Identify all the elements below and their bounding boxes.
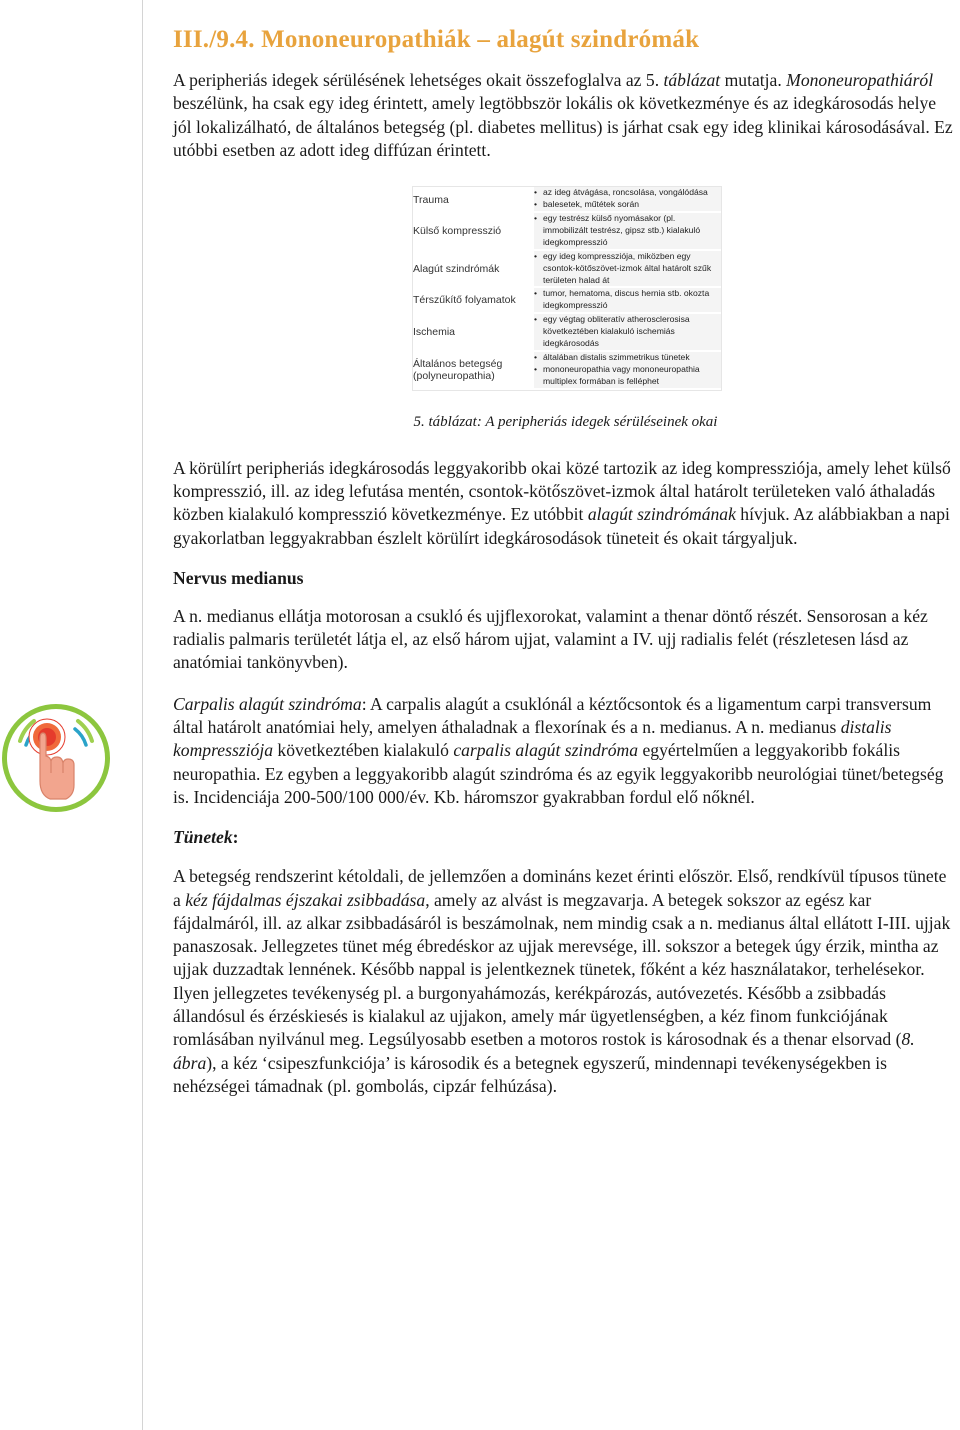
distal-compression-term: distalis kompressziója: [173, 717, 892, 761]
table-row: [413, 187, 721, 212]
nervus-medianus-heading: Nervus medianus: [173, 567, 304, 588]
effect-item: • egy testrész külső nyomásakor (pl. immobilizált testrész, gipsz stb.) kialakuló idegkompresszió: [534, 213, 701, 247]
tunnel-syndrome-term: alagút szindrómának: [587, 504, 736, 525]
effects-cell: [532, 313, 721, 351]
table-row: [413, 212, 721, 250]
compression-paragraph: [173, 457, 958, 550]
carpal-text-3: egyértelműen a leggyakoribb fokális neuropathia. Ez egyben a leggyakoribb alagút szindróma és az egyik leggyakoribb neurológiai tünet/betegség is. Incidenciája 200-500/100 000/év. Kb. háromszor gyakrabban fordul elő nőknél.: [173, 740, 944, 807]
effects-cell: [532, 187, 721, 212]
effects-cell: [532, 212, 721, 250]
effects-cell: [532, 287, 721, 313]
effect-item: • egy végtag obliteratív atherosclerosisa következtében kialakuló ischemiás idegkárosodás: [534, 314, 690, 349]
effect-item: • egy ideg kompressziója, miközben egy csontok-kötőszövet-izmok által határolt szűk területen halad át: [534, 250, 712, 285]
figure-reference: 8. ábra: [173, 1029, 915, 1073]
cause-cell: Térszűkítő folyamatok: [413, 287, 532, 313]
table-row: [413, 287, 721, 313]
symptoms-heading: [173, 827, 958, 848]
carpal-tunnel-paragraph: [173, 693, 958, 809]
carpal-term: Carpalis alagút szindróma: [173, 693, 362, 714]
document-content: [173, 26, 958, 1098]
bullet-icon: •: [534, 187, 538, 198]
bullet-icon: •: [534, 199, 538, 210]
symptoms-text-2: , amely az alvást is megzavarja. A betegek sokszor az egész kar fájdalmáról, ill. az alkar zsibbadásáról is beszámolnak, nem mindig csak a n. medianus által ellátott I-III. ujjak panaszosak. Jellegzetes tünet még ébredéskor az ujjak merevsége, ill. sokszor a betegek úgy érzik, mintha az ujjak duzzadtak lennének. Később nappal is jelentkeznek tünetek, főként a kéz használatakor, terhelésekor. Ilyen jellegzetes tevékenység pl. a burgonyahámozás, kerékpározás, autóvezetés. Később a zsibbadás állandósul és érzéskiesés is kialakul az ujjakon, amely már ügyetlenségben, a kéz finom funkciójának romlásában nyilvánul meg. Legsúlyosabb esetben a motoros rostok is károsodnak és a thenar elsorvad (: [173, 889, 951, 1050]
touch-hand-icon: [0, 703, 113, 813]
cause-cell: Külső kompresszió: [413, 212, 532, 250]
effect-item: • az ideg átvágása, roncsolása, vongálódása: [534, 187, 708, 198]
compression-text-1: A körülírt peripheriás idegkárosodás leggyakoribb okai közé tartozik az ideg kompressziója, amely lehet külső kompresszió, ill. az ideg lefutása mentén, csontok-kötőszövet-izmok által határolt területeken való áthaladás közben kialakuló kompresszió következménye. Ez utóbbit: [173, 457, 951, 525]
symptoms-text-1: A betegség rendszerint kétoldali, de jellemzően a domináns kezet érinti először. Első, rendkívül típusos tünete a: [173, 866, 947, 910]
symptoms-paragraph: [173, 865, 958, 1098]
table-caption: 5. táblázat: A peripheriás idegek sérüléseinek okai: [413, 413, 718, 430]
effects-cell: [532, 351, 721, 389]
cause-cell: Alagút szindrómák: [413, 250, 532, 288]
causes-table: [412, 186, 722, 391]
page-margin-line: [142, 0, 143, 1430]
section-title: III./9.4. Mononeuropathiák – alagút szindrómák: [173, 26, 700, 53]
effect-item: • általában distalis szimmetrikus tünetek: [534, 351, 690, 362]
bullet-icon: •: [534, 213, 538, 223]
intro-text-2: mutatja.: [720, 70, 782, 90]
symptoms-text-3: ), a kéz ‘csipeszfunkciója’ is károsodik és a betegnek egyszerű, mindennapi tevékenységekben is nehézségei támadnak (pl. gombolás, cipzár felhúzása).: [173, 1052, 887, 1096]
night-numbness-term: kéz fájdalmas éjszakai zsibbadása: [185, 889, 426, 910]
table-row: [413, 313, 721, 351]
medianus-paragraph: A n. medianus ellátja motorosan a csukló és ujjflexorokat, valamint a thenar döntő részét. Sensorosan a kéz radialis palmaris területét látja el, az első három ujjat, valamint a IV. ujj radialis felét (részletesen lásd az anatómiai tankönyvben).: [173, 605, 928, 673]
intro-text-1: A peripheriás idegek sérülésének lehetséges okait összefoglalva az 5.: [173, 70, 664, 90]
mononeuropathy-term: Mononeuropathiáról: [786, 70, 934, 90]
intro-text-3: beszélünk, ha csak egy ideg érintett, amely legtöbbször lokális ok következménye és az idegkárosodás helye jól lokalizálható, de általános betegség (pl. diabetes mellitus) is járhat csak egy ideg klinikai károsodásával. Ez utóbbi esetben az adott ideg diffúzan érintett.: [173, 93, 953, 160]
bullet-icon: •: [534, 288, 538, 299]
carpal-text-1: : A carpalis alagút a csuklónál a kéztőcsontok és a ligamentum carpi transversum által határolt anatómiai hely, amelyen áthaladnak a flexorínak és a n. medianus. A n. medianus: [173, 693, 932, 738]
cause-cell: Általános betegség (polyneuropathia): [413, 351, 532, 389]
effect-item: • balesetek, műtétek során: [534, 199, 640, 210]
bullet-icon: •: [534, 250, 538, 261]
compression-text-2: hívjuk. Az alábbiakban a napi gyakorlatban leggyakrabban észlelt körülírt idegkárosodások tüneteit és okait tárgyaljuk.: [173, 504, 950, 548]
symptoms-heading-colon: :: [232, 827, 239, 848]
table-row: [413, 250, 721, 288]
bullet-icon: •: [534, 363, 538, 374]
table-reference: táblázat: [663, 70, 721, 90]
carpal-text-2: következtében kialakuló: [273, 740, 454, 761]
intro-paragraph: [173, 69, 958, 162]
table-row: [413, 351, 721, 389]
cause-cell: Ischemia: [413, 313, 532, 351]
symptoms-heading-label: Tünetek: [173, 827, 233, 848]
cause-cell: Trauma: [413, 187, 532, 212]
bullet-icon: •: [534, 351, 538, 362]
carpal-syndrome-term: carpalis alagút szindróma: [453, 740, 639, 761]
effect-item: • mononeuropathia vagy mononeuropathia multiplex formában is felléphet: [534, 363, 700, 386]
effect-item: • tumor, hematoma, discus hernia stb. okozta idegkompresszió: [534, 288, 710, 311]
effects-cell: [532, 250, 721, 288]
bullet-icon: •: [534, 314, 538, 325]
